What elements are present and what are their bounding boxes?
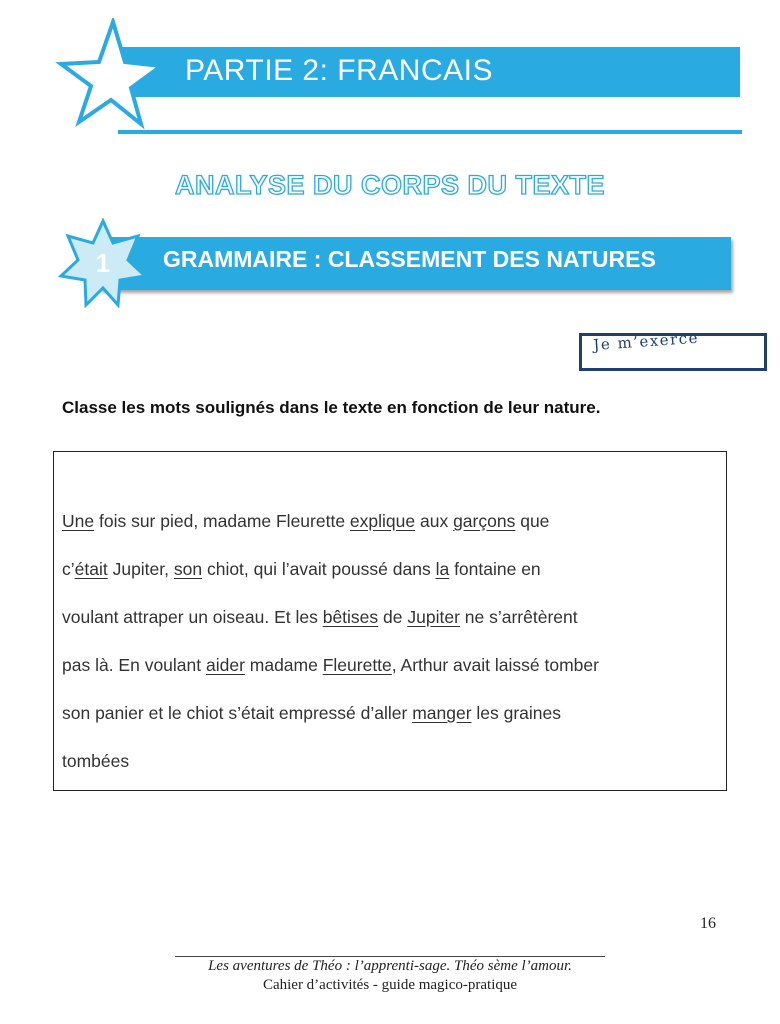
passage-line [62,593,727,641]
passage-line [62,497,727,545]
passage-fragment: voulant attraper un oiseau. Et les [62,607,323,627]
passage-line [62,737,727,785]
passage-line [62,545,727,593]
passage-fragment: que [515,511,550,531]
numbered-star-icon [58,218,148,308]
section-title: ANALYSE DU CORPS DU TEXTE [174,170,606,200]
passage-fragment: son panier et le chiot s’était empressé d’aller [62,703,413,723]
passage-fragment: c’ [62,559,75,579]
star-icon [55,18,165,130]
section-number: 1 [95,248,111,278]
page-number: 16 [700,915,716,932]
passage-fragment: , Arthur avait laissé tomber [391,655,599,675]
subsection-title: GRAMMAIRE : CLASSEMENT DES NATURES [163,246,656,272]
passage-fragment: fontaine en [449,559,541,579]
underlined-word: la [435,559,450,579]
passage-fragment: fois sur pied, madame Fleurette [94,511,350,531]
underlined-word: était [74,559,108,579]
passage-fragment: de [378,607,408,627]
footer-book-title: Les aventures de Théo : l’apprenti-sage. Théo sème l’amour. [208,958,572,974]
underlined-word: aider [205,655,245,675]
footer-divider [175,956,605,957]
underlined-word: explique [349,511,416,531]
passage-line [62,641,727,689]
underlined-word: Jupiter [407,607,460,627]
passage-fragment: tombées [62,751,130,771]
part-divider [118,130,742,134]
passage-fragment: aux [415,511,454,531]
passage-fragment: chiot, qui l’avait poussé dans [202,559,436,579]
exercise-stamp-label: Je m’exerce [592,328,700,354]
passage-line [62,689,727,737]
underlined-word: bêtises [322,607,379,627]
underlined-word: manger [412,703,472,723]
underlined-word: son [173,559,203,579]
part-title: PARTIE 2: FRANCAIS [185,54,493,87]
passage-fragment: les graines [471,703,562,723]
footer-subtitle: Cahier d’activités - guide magico-pratique [262,977,518,993]
underlined-word: Une [62,511,95,531]
passage-fragment: ne s’arrêtèrent [459,607,578,627]
exercise-instruction: Classe les mots soulignés dans le texte en fonction de leur nature. [62,398,601,417]
passage-fragment: Jupiter, [107,559,174,579]
passage-fragment: madame [244,655,323,675]
underlined-word: Fleurette [322,655,392,675]
passage-fragment: pas là. En voulant [62,655,206,675]
underlined-word: garçons [453,511,516,531]
passage-text [62,497,727,785]
